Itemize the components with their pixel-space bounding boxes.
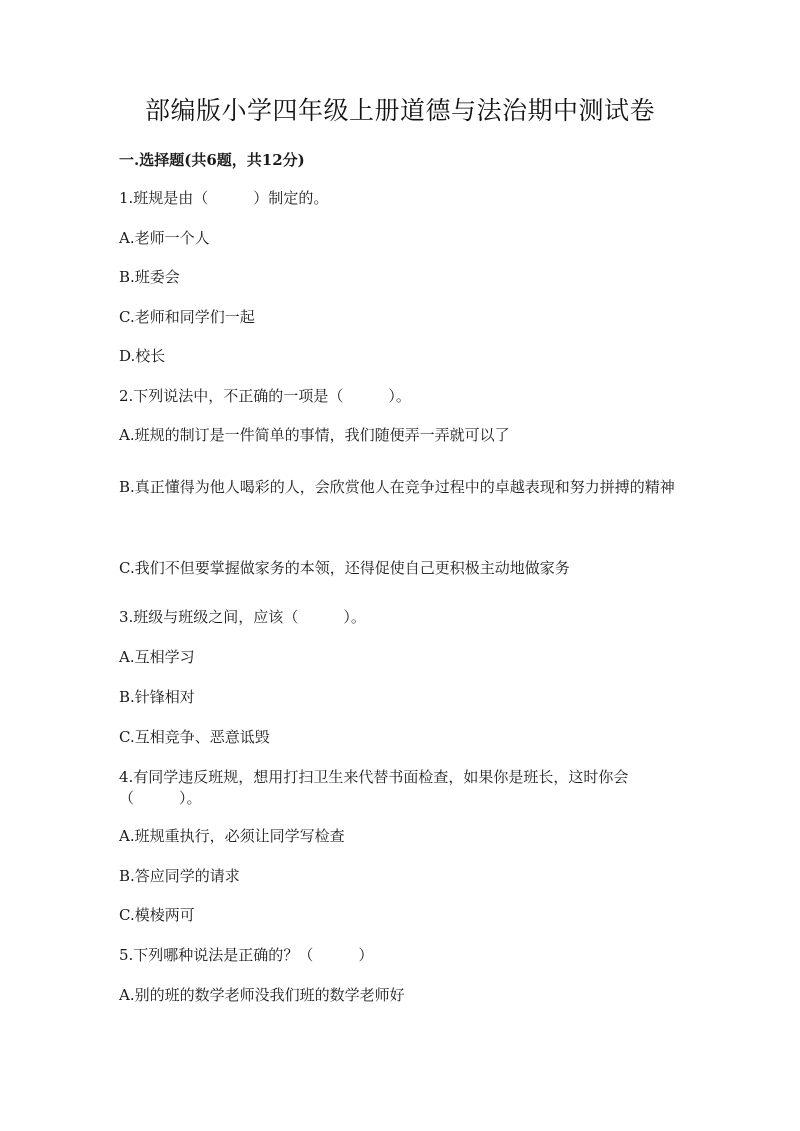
question-4-stem: 4.有同学违反班规，想用打扫卫生来代替书面检查，如果你是班长，这时你会（ ）。 (119, 768, 629, 807)
question-3-option-c[interactable]: C.互相竞争、恶意诋毁 (119, 728, 270, 746)
question-3-option-b[interactable]: B.针锋相对 (119, 688, 195, 706)
question-1-option-c[interactable]: C.老师和同学们一起 (119, 308, 255, 326)
question-5-option-a[interactable]: A.别的班的数学老师没我们班的数学老师好 (119, 986, 405, 1004)
question-1-option-d[interactable]: D.校长 (119, 347, 166, 365)
question-2-option-a[interactable]: A.班规的制订是一件简单的事情，我们随便弄一弄就可以了 (119, 426, 510, 444)
question-3-stem: 3.班级与班级之间，应该（ ）。 (119, 608, 366, 626)
question-4-option-b[interactable]: B.答应同学的请求 (119, 867, 240, 885)
question-2-stem: 2.下列说法中，不正确的一项是（ ）。 (119, 387, 411, 405)
question-4-option-c[interactable]: C.模棱两可 (119, 906, 195, 924)
question-4-option-a[interactable]: A.班规重执行，必须让同学写检查 (119, 827, 345, 845)
question-3-option-a[interactable]: A.互相学习 (119, 648, 195, 666)
question-2-option-c[interactable]: C.我们不但要掌握做家务的本领，还得促使自己更积极主动地做家务 (119, 559, 570, 577)
question-1-stem: 1.班规是由（ ）制定的。 (119, 189, 329, 207)
exam-title: 部编版小学四年级上册道德与法治期中测试卷 (144, 96, 655, 125)
question-1-option-b[interactable]: B.班委会 (119, 268, 180, 286)
question-5-stem: 5.下列哪种说法是正确的？（ ） (119, 946, 374, 964)
question-1-option-a[interactable]: A.老师一个人 (119, 229, 210, 247)
section-heading: 一.选择题(共6题，共12分) (119, 151, 305, 169)
question-2-option-b[interactable]: B.真正懂得为他人喝彩的人，会欣赏他人在竞争过程中的卓越表现和努力拼搏的精神 (119, 478, 675, 496)
